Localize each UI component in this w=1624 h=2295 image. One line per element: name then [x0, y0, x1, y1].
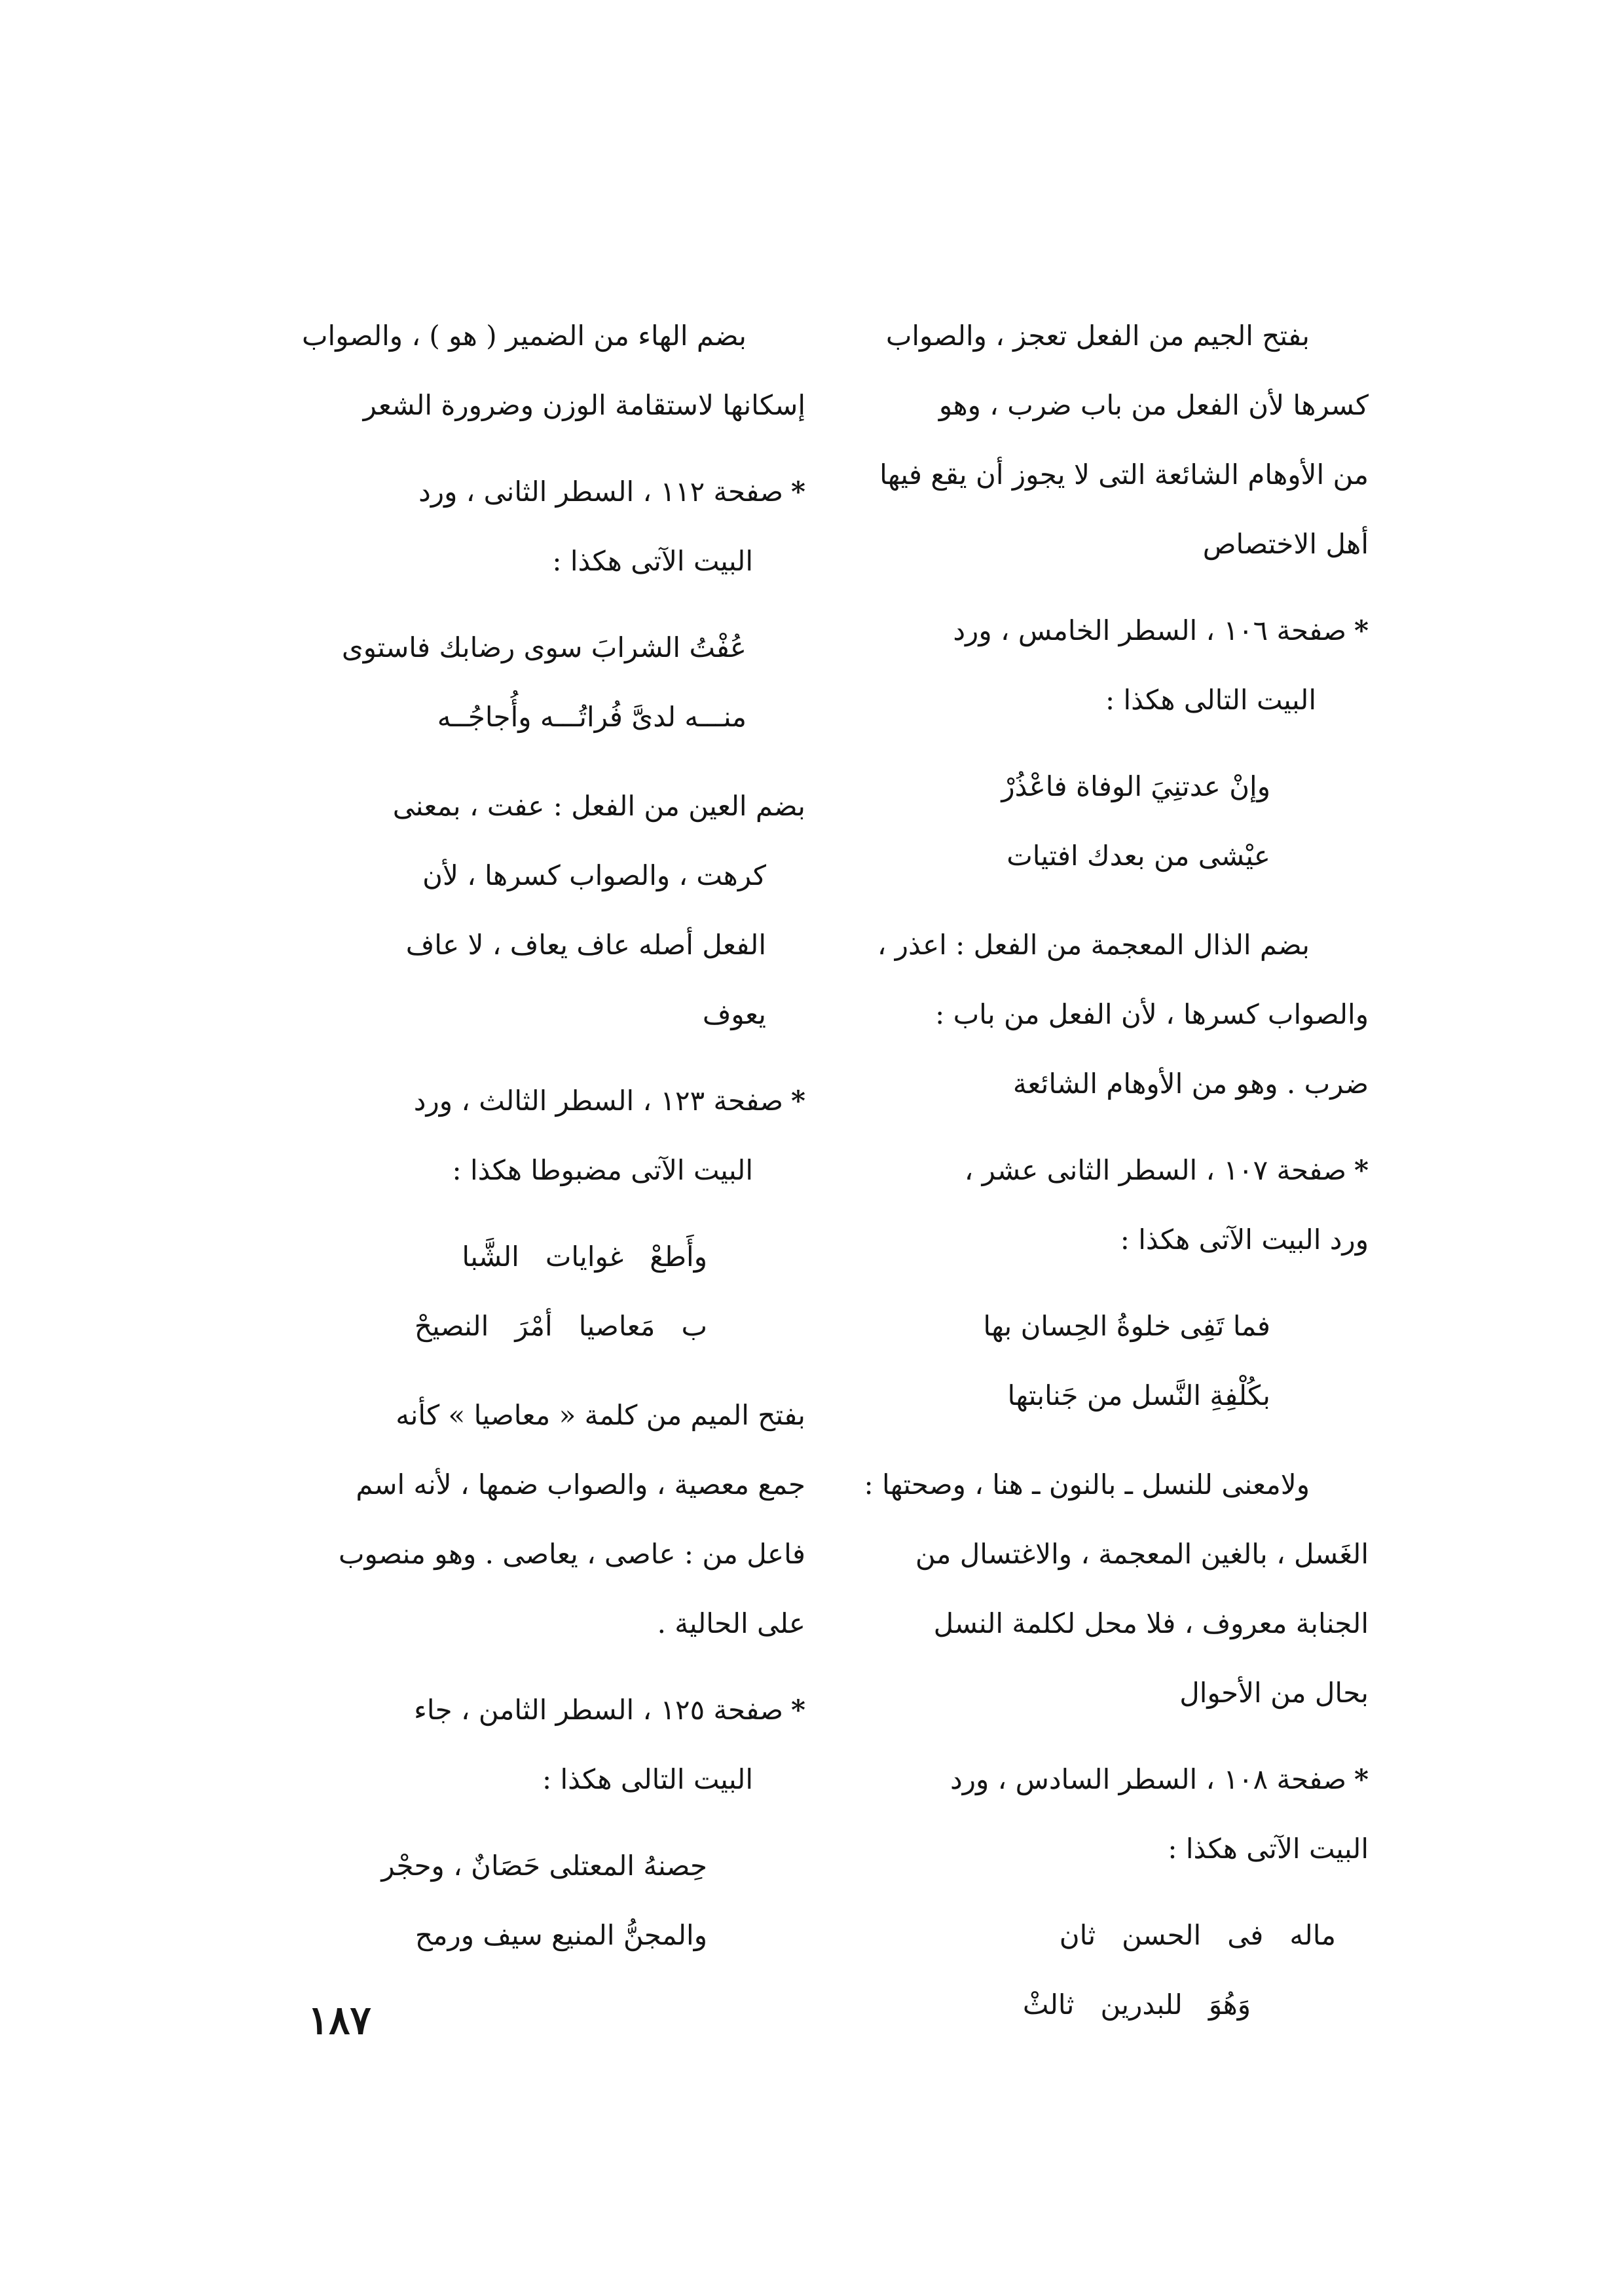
verse-line: منـــه لدىَّ فُراتُـــه وأُجاجُــه: [437, 701, 747, 733]
verse-line: وَهُوَ للبدرين ثالثْ: [1022, 1988, 1251, 2021]
correction-entry: [288, 457, 805, 596]
text-line: البيت الآتى هكذا :: [552, 545, 753, 577]
text-line: بضم العين من الفعل : عفت ، بمعنى: [392, 790, 805, 822]
paragraph: [851, 301, 1369, 579]
text-line: ضرب . وهو من الأوهام الشائعة: [1012, 1068, 1369, 1100]
text-line: يعوف: [702, 998, 766, 1030]
verse: [851, 1901, 1369, 2040]
verse: [851, 1292, 1369, 1430]
right-column: [851, 301, 1369, 2059]
entry-heading: *صفحة ١٢٣ ، السطر الثالث ، ورد: [413, 1085, 805, 1117]
page-number: ١٨٧: [308, 1998, 371, 2043]
bullet-mark: *: [791, 476, 805, 508]
left-column: [288, 301, 805, 1990]
text-line: البيت الآتى مضبوطا هكذا :: [452, 1154, 753, 1186]
verse-line: فما تَفِى خلوةُ الحِسان بها: [983, 1310, 1270, 1342]
bullet-mark: *: [791, 1085, 805, 1117]
entry-heading: *صفحة ١٠٧ ، السطر الثانى عشر ،: [964, 1154, 1369, 1186]
text-line: الفعل أصله عاف يعاف ، لا عاف: [405, 929, 766, 961]
text-line: والصواب كسرها ، لأن الفعل من باب :: [935, 998, 1369, 1030]
verse: [288, 1222, 805, 1361]
verse: [851, 752, 1369, 891]
paragraph: [851, 1450, 1369, 1728]
verse-line: حِصنهُ المعتلى حَصَانٌ ، وحجْر: [381, 1850, 707, 1882]
text-line: فاعل من : عاصى ، يعاصى . وهو منصوب: [339, 1538, 805, 1570]
correction-entry: [288, 1675, 805, 1814]
text-line: البيت التالى هكذا :: [542, 1763, 753, 1795]
paragraph: [288, 772, 805, 1049]
entry-heading: *صفحة ١٠٦ ، السطر الخامس ، ورد: [953, 614, 1369, 646]
verse: [288, 613, 805, 752]
correction-entry: [851, 1136, 1369, 1275]
text-line: كسرها لأن الفعل من باب ضرب ، وهو: [938, 389, 1369, 421]
text-line: ورد البيت الآتى هكذا :: [1120, 1223, 1369, 1256]
text-line: بحال من الأحوال: [1179, 1677, 1369, 1709]
text-line: البيت التالى هكذا :: [1105, 684, 1316, 716]
verse-line: بكُلْفِةِ النَّسل من جَنابتها: [1007, 1379, 1270, 1411]
verse: [288, 1831, 805, 1970]
correction-entry: [288, 1066, 805, 1205]
bullet-mark: *: [1354, 1763, 1369, 1795]
text-line: أهل الاختصاص: [1202, 528, 1369, 560]
text-line: بضم الهاء من الضمير ( هو ) ، والصواب: [302, 320, 747, 352]
paragraph: [288, 301, 805, 440]
text-line: بضم الذال المعجمة من الفعل : اعذر ،: [877, 929, 1310, 961]
verse-line: عيْشى من بعدك افتيات: [1006, 840, 1270, 872]
verse-line: وأَطعْ غوايات الشَّبا: [462, 1241, 707, 1273]
text-line: البيت الآتى هكذا :: [1168, 1833, 1369, 1865]
verse-line: والمجنُّ المنيع سيف ورمح: [415, 1919, 707, 1951]
paragraph: [288, 1381, 805, 1658]
entry-heading: *صفحة ١١٢ ، السطر الثانى ، ورد: [418, 476, 805, 508]
text-line: على الحالية .: [657, 1607, 805, 1639]
text-line: جمع معصية ، والصواب ضمها ، لأنه اسم: [356, 1468, 805, 1501]
bullet-mark: *: [791, 1694, 805, 1726]
text-line: الجنابة معروف ، فلا محل لكلمة النسل: [933, 1607, 1369, 1639]
paragraph: [851, 910, 1369, 1119]
verse-line: ب مَعاصيا أمْرَ النصيحْ: [414, 1310, 707, 1342]
verse-line: عُفْتُ الشرابَ سوى رضابك فاستوى: [341, 631, 747, 663]
entry-heading: *صفحة ١٢٥ ، السطر الثامن ، جاء: [414, 1694, 805, 1726]
text-line: بفتح الميم من كلمة « معاصيا » كأنه: [396, 1399, 805, 1431]
text-line: الغَسل ، بالغين المعجمة ، والاغتسال من: [915, 1538, 1369, 1570]
text-line: بفتح الجيم من الفعل تعجز ، والصواب: [885, 320, 1310, 352]
correction-entry: [851, 596, 1369, 735]
text-line: كرهت ، والصواب كسرها ، لأن: [422, 859, 766, 891]
text-line: من الأوهام الشائعة التى لا يجوز أن يقع فيها: [879, 458, 1369, 491]
correction-entry: [851, 1745, 1369, 1884]
text-line: إسكانها لاستقامة الوزن وضرورة الشعر: [363, 389, 805, 421]
verse-line: ماله فى الحسن ثان: [1059, 1919, 1336, 1951]
bullet-mark: *: [1354, 1154, 1369, 1186]
entry-heading: *صفحة ١٠٨ ، السطر السادس ، ورد: [950, 1763, 1369, 1795]
bullet-mark: *: [1354, 614, 1369, 646]
verse-line: وإنْ عدتنِيَ الوفاة فاعْذُرْ: [1001, 770, 1270, 802]
text-line: ولامعنى للنسل ـ بالنون ـ هنا ، وصحتها :: [864, 1468, 1310, 1501]
